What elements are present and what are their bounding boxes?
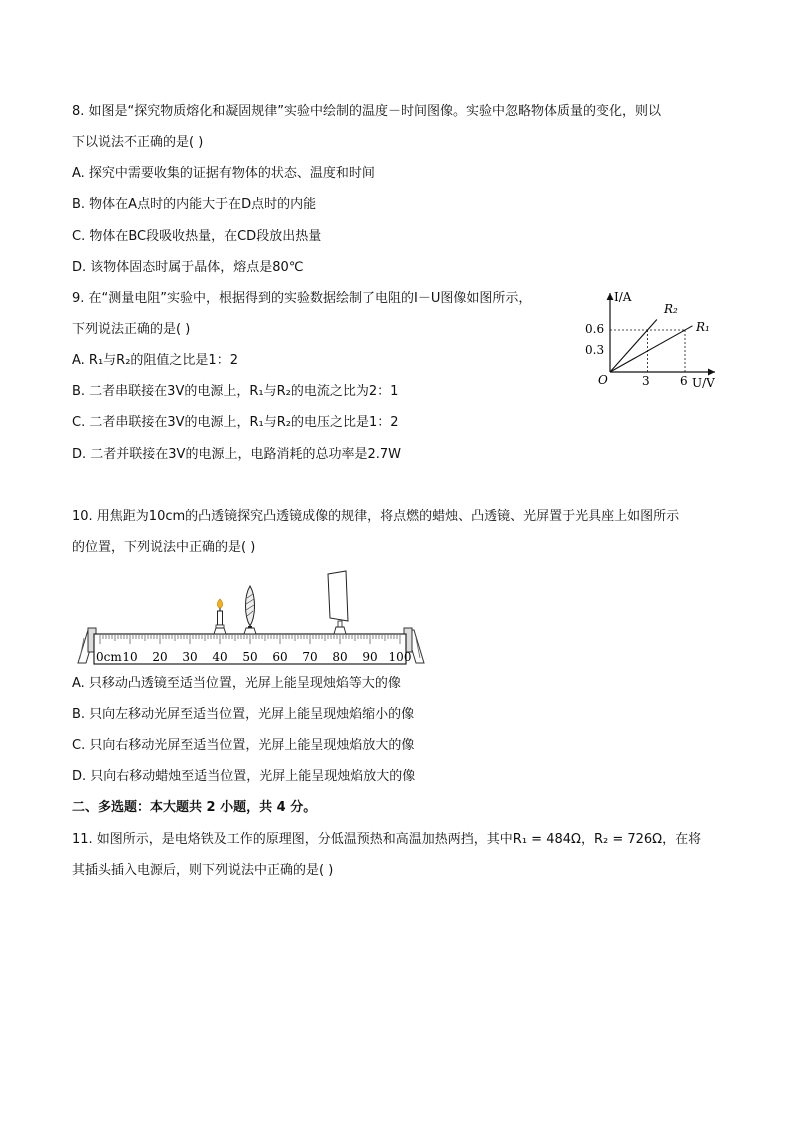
q9-stem-line2: 下列说法正确的是( ) bbox=[72, 322, 191, 337]
q10-option-b: B. 只向左移动光屏至适当位置，光屏上能呈现烛焰缩小的像 bbox=[72, 707, 415, 722]
q8-option-d: D. 该物体固态时属于晶体，熔点是80℃ bbox=[72, 260, 304, 275]
q9-option-d: D. 二者并联接在3V的电源上，电路消耗的总功率是2.7W bbox=[72, 447, 401, 462]
q11-stem-line2: 其插头插入电源后，则下列说法中正确的是( ) bbox=[72, 863, 334, 878]
y-tick-0.3: 0.3 bbox=[585, 343, 605, 357]
r2-label: R₂ bbox=[664, 302, 678, 316]
convex-lens bbox=[244, 586, 256, 634]
y-tick-0.6: 0.6 bbox=[585, 322, 605, 336]
q8-option-c: C. 物体在BC段吸收热量，在CD段放出热量 bbox=[72, 229, 322, 244]
q9-stem-line1: 9. 在“测量电阻”实验中，根据得到的实验数据绘制了电阻的I－U图像如图所示， bbox=[72, 291, 532, 306]
q8-stem-line2: 下以说法不正确的是( ) bbox=[72, 135, 204, 150]
candle bbox=[214, 599, 226, 634]
bench-label: 20 bbox=[152, 650, 168, 664]
series-line-r1 bbox=[610, 326, 693, 372]
bench-label: 10 bbox=[122, 650, 138, 664]
q8-option-a: A. 探究中需要收集的证据有物体的状态、温度和时间 bbox=[72, 166, 375, 181]
bench-label: 80 bbox=[332, 650, 348, 664]
q10-option-c: C. 只向右移动光屏至适当位置，光屏上能呈现烛焰放大的像 bbox=[72, 738, 415, 753]
bench-label: 100 bbox=[388, 650, 412, 664]
q10-option-a: A. 只移动凸透镜至适当位置，光屏上能呈现烛焰等大的像 bbox=[72, 676, 401, 691]
bench-label: 40 bbox=[212, 650, 228, 664]
bench-label: 70 bbox=[302, 650, 318, 664]
y-axis-label: I/A bbox=[614, 290, 632, 304]
bench-label: 50 bbox=[242, 650, 258, 664]
q11-stem-line1: 11. 如图所示，是电烙铁及工作的原理图，分低温预热和高温加热两挡，其中R₁ = 484Ω，R₂ = 726Ω，在将 bbox=[72, 832, 702, 847]
origin-label: O bbox=[598, 373, 608, 387]
light-screen bbox=[328, 571, 348, 634]
q8-option-b: B. 物体在A点时的内能大于在D点时的内能 bbox=[72, 197, 317, 212]
q9-option-a: A. R₁与R₂的阻值之比是1：2 bbox=[72, 353, 238, 368]
q8-stem-line1: 8. 如图是“探究物质熔化和凝固规律”实验中绘制的温度－时间图像。实验中忽略物体质量的变化，则以 bbox=[72, 104, 662, 119]
bench-label: 60 bbox=[272, 650, 288, 664]
q9-option-c: C. 二者串联接在3V的电源上，R₁与R₂的电压之比是1：2 bbox=[72, 415, 399, 430]
bench-label: 90 bbox=[362, 650, 378, 664]
x-tick-6: 6 bbox=[680, 374, 688, 388]
x-tick-3: 3 bbox=[642, 374, 650, 388]
q10-stem-line2: 的位置，下列说法中正确的是( ) bbox=[72, 540, 256, 555]
r1-label: R₁ bbox=[696, 320, 710, 334]
x-axis-label: U/V bbox=[692, 376, 715, 390]
q9-option-b: B. 二者串联接在3V的电源上，R₁与R₂的电流之比为2：1 bbox=[72, 384, 399, 399]
bench-label: 0cm bbox=[96, 650, 122, 664]
iu-graph bbox=[580, 285, 730, 395]
section-2-heading: 二、多选题：本大题共 2 小题，共 4 分。 bbox=[72, 800, 317, 815]
q10-option-d: D. 只向右移动蜡烛至适当位置，光屏上能呈现烛焰放大的像 bbox=[72, 769, 416, 784]
optical-bench bbox=[70, 568, 430, 670]
series-line-r2 bbox=[610, 320, 657, 373]
bench-label: 30 bbox=[182, 650, 198, 664]
q10-stem-line1: 10. 用焦距为10cm的凸透镜探究凸透镜成像的规律，将点燃的蜡烛、凸透镜、光屏置于光具座上如图所示 bbox=[72, 509, 680, 524]
